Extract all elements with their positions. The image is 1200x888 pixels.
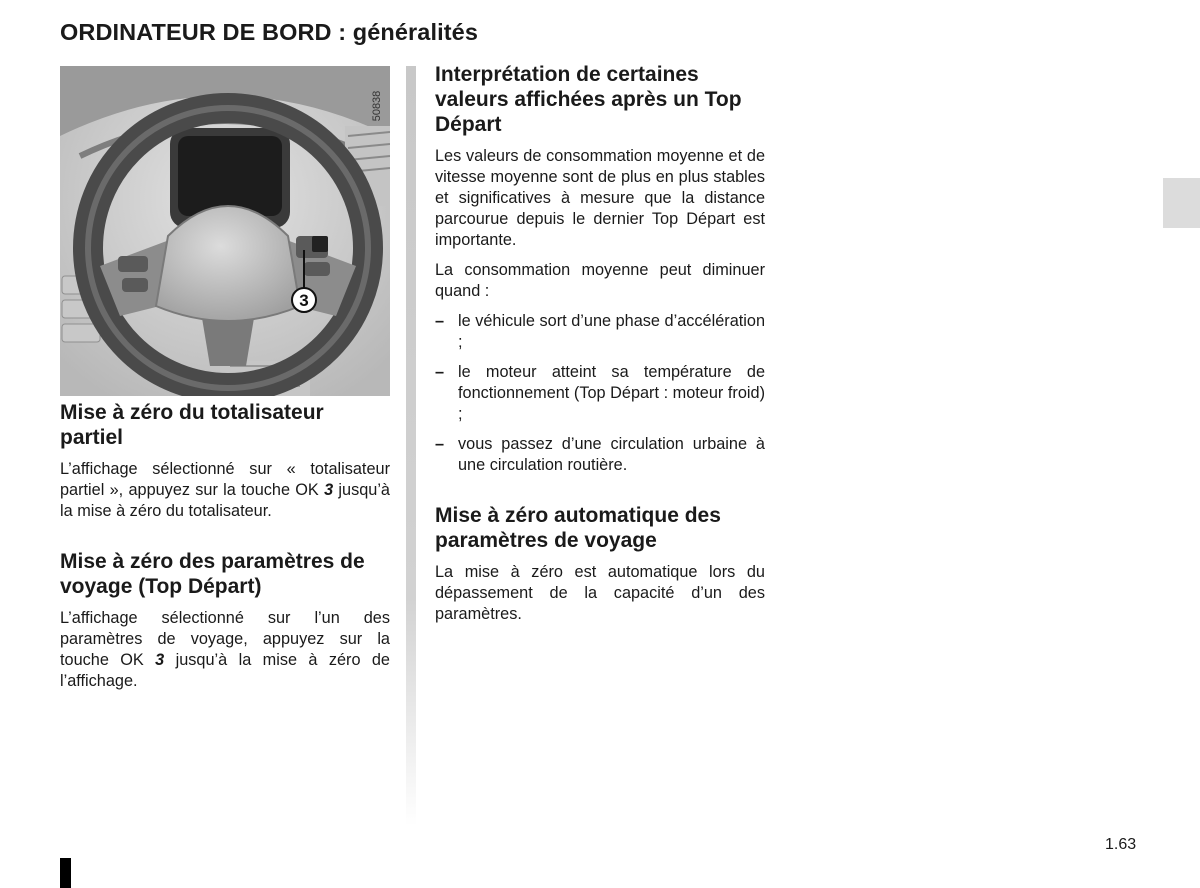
reference-number: 3	[155, 651, 165, 669]
page-title: ORDINATEUR DE BORD : généralités	[60, 19, 478, 45]
paragraph: La consommation moyenne peut diminuer quand :	[435, 261, 765, 300]
section-heading-reset-trip-meter: Mise à zéro du totalisateur partiel	[60, 401, 324, 449]
figure-reference-number: 50838	[371, 90, 383, 122]
section-heading-auto-reset: Mise à zéro automatique des paramètres de voyage	[435, 504, 721, 552]
list-item: – vous passez d’une circulation urbaine à une circulation routière.	[435, 435, 765, 474]
callout-label: 3	[299, 291, 309, 310]
chapter-tab	[1163, 178, 1200, 228]
reference-number: 3	[324, 481, 334, 499]
left-column	[60, 400, 390, 701]
page-number: 1.63	[1105, 836, 1137, 853]
corner-mark	[60, 858, 71, 888]
right-column	[435, 62, 765, 634]
paragraph: Les valeurs de consommation moyenne et de vitesse moyenne sont de plus en plus stables et significatives à mesure que la distance parcourue depuis le dernier Top Départ est importante.	[435, 147, 765, 249]
steering-wheel-figure	[60, 66, 390, 396]
steering-wheel-illustration	[60, 66, 390, 396]
list-item: – le véhicule sort d’une phase d’accélération ;	[435, 312, 765, 351]
paragraph: La mise à zéro est automatique lors du dépassement de la capacité d’un des paramètres.	[435, 563, 765, 623]
section-heading-reset-trip-parameters: Mise à zéro des paramètres de voyage (Top Départ)	[60, 550, 365, 598]
list-item: – le moteur atteint sa température de fonctionnement (Top Départ : moteur froid) ;	[435, 363, 765, 423]
section-heading-interpretation: Interprétation de certaines valeurs affichées après un Top Départ	[435, 63, 742, 136]
ok-button-icon	[312, 236, 328, 252]
column-divider	[406, 66, 416, 826]
section-paragraph-reset-trip-meter: L’affichage sélectionné sur « totalisateur partiel », appuyez sur la touche OK 3 jusqu’à la mise à zéro du totalisateur.	[60, 460, 390, 520]
section-paragraph-reset-trip-parameters: L’affichage sélectionné sur l’un des paramètres de voyage, appuyez sur la touche OK 3 jusqu’à la mise à zéro de l’affichage.	[60, 609, 390, 690]
